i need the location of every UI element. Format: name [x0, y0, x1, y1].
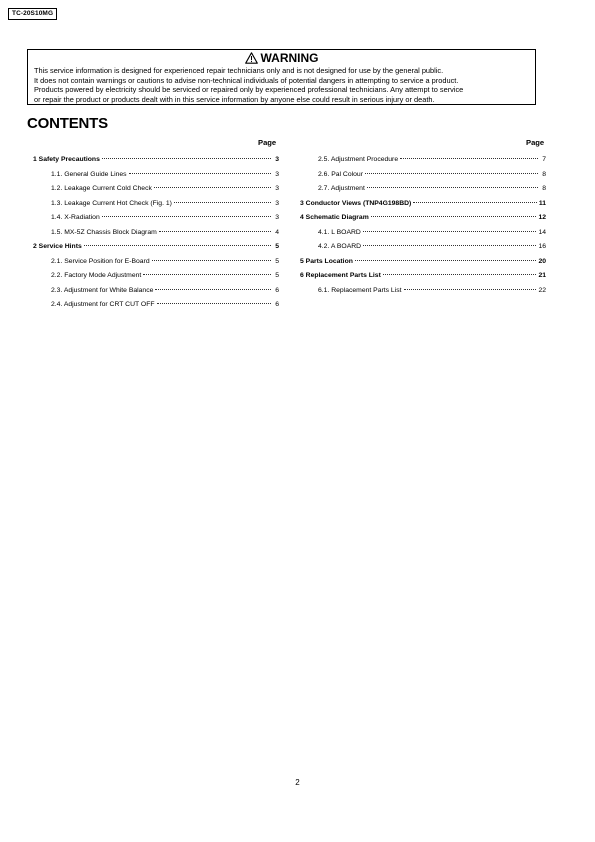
page-number: 2	[295, 778, 300, 787]
toc-entry-label: 1.3. Leakage Current Hot Check (Fig. 1)	[51, 199, 172, 207]
toc-entry[interactable]	[33, 155, 279, 170]
page-column-heading-left: Page	[258, 138, 277, 147]
toc-dot-leader	[363, 231, 537, 232]
warning-line: This service information is designed for experienced repair technicians only and is not designed for use by the general public.	[34, 66, 444, 75]
toc-entry-label: 6.1. Replacement Parts List	[318, 286, 402, 294]
toc-entry-page: 14	[538, 228, 546, 236]
toc-entry-label: 2.1. Service Position for E-Board	[51, 257, 150, 265]
toc-dot-leader	[159, 231, 271, 232]
toc-entry[interactable]	[33, 170, 279, 185]
toc-entry[interactable]	[33, 184, 279, 199]
toc-entry-label: 2.3. Adjustment for White Balance	[51, 286, 154, 294]
toc-column-left	[33, 155, 279, 315]
toc-entry-label: 1 Safety Precautions	[33, 156, 100, 163]
toc-entry[interactable]	[300, 213, 546, 228]
toc-entry-label: 2.5. Adjustment Procedure	[318, 156, 399, 163]
toc-entry[interactable]	[33, 228, 279, 243]
toc-entry[interactable]	[33, 300, 279, 315]
toc-dot-leader	[365, 173, 538, 174]
toc-entry[interactable]	[300, 242, 546, 257]
toc-entry-page: 6	[275, 301, 279, 308]
warning-text	[34, 66, 531, 104]
toc-entry-label: 6 Replacement Parts List	[300, 272, 381, 279]
toc-dot-leader	[367, 187, 538, 188]
toc-entry[interactable]	[33, 286, 279, 301]
contents-heading: CONTENTS	[27, 115, 108, 132]
toc-entry[interactable]	[300, 271, 546, 286]
toc-dot-leader	[174, 202, 271, 203]
toc-dot-leader	[157, 303, 272, 304]
toc-dot-leader	[363, 245, 536, 246]
toc-dot-leader	[155, 289, 271, 290]
toc-entry-label: 2 Service Hints	[33, 243, 82, 250]
toc-entry[interactable]	[33, 199, 279, 214]
warning-line: It does not contain warnings or cautions to advise non-technical individuals of potential dangers in attempting to service a product.	[34, 75, 459, 85]
toc-entry[interactable]	[300, 155, 546, 170]
toc-dot-leader	[84, 245, 271, 246]
toc-entry-page: 20	[538, 257, 546, 265]
toc-entry-page: 21	[538, 272, 546, 279]
toc-entry-label: 4.1. L BOARD	[318, 228, 361, 236]
toc-entry-label: 2.7. Adjustment	[318, 185, 365, 192]
toc-dot-leader	[102, 216, 271, 217]
toc-entry-page: 8	[542, 170, 546, 178]
toc-entry-label: 5 Parts Location	[300, 257, 353, 265]
toc-entry-page: 3	[275, 170, 279, 178]
toc-entry[interactable]	[300, 170, 546, 185]
toc-dot-leader	[129, 173, 271, 174]
toc-entry-label: 4 Schematic Diagram	[300, 214, 369, 221]
toc-entry[interactable]	[33, 242, 279, 257]
toc-entry-page: 3	[275, 156, 279, 163]
warning-title-text: WARNING	[260, 51, 319, 65]
toc-entry-label: 2.4. Adjustment for CRT CUT OFF	[51, 301, 155, 308]
toc-entry-page: 3	[275, 214, 279, 221]
toc-dot-leader	[404, 289, 537, 290]
toc-dot-leader	[371, 216, 537, 217]
toc-entry-label: 4.2. A BOARD	[318, 243, 362, 250]
toc-entry-label: 2.6. Pal Colour	[318, 170, 363, 178]
toc-entry[interactable]	[33, 257, 279, 272]
toc-entry-page: 5	[275, 257, 279, 265]
toc-entry-page: 6	[275, 286, 279, 294]
toc-entry-label: 2.2. Factory Mode Adjustment	[51, 272, 142, 279]
toc-dot-leader	[383, 274, 537, 275]
toc-dot-leader	[413, 202, 537, 203]
toc-entry-label: 1.1. General Guide Lines	[51, 170, 127, 178]
toc-dot-leader	[152, 260, 271, 261]
toc-entry[interactable]	[300, 184, 546, 199]
toc-entry-label: 3 Conductor Views (TNP4G198BD)	[300, 199, 412, 207]
toc-dot-leader	[143, 274, 271, 275]
warning-title	[28, 51, 535, 67]
toc-entry-page: 4	[275, 228, 279, 236]
toc-entry-page: 7	[542, 156, 546, 163]
toc-entry-label: 1.2. Leakage Current Cold Check	[51, 185, 152, 192]
toc-entry-page: 8	[542, 185, 546, 192]
toc-entry-label: 1.4. X-Radiation	[51, 214, 100, 221]
model-number-tag: TC-20S10MG	[8, 8, 57, 20]
warning-line: Products powered by electricity should be serviced or repaired only by experienced professional technicians. Any attempt to service	[34, 85, 464, 95]
toc-dot-leader	[400, 158, 538, 159]
toc-entry-page: 16	[538, 243, 546, 250]
toc-entry[interactable]	[300, 228, 546, 243]
toc-entry-page: 22	[538, 286, 546, 294]
toc-entry[interactable]	[33, 271, 279, 286]
toc-entry[interactable]	[300, 199, 546, 214]
toc-dot-leader	[355, 260, 537, 261]
toc-entry-page: 12	[538, 214, 546, 221]
toc-entry[interactable]	[300, 286, 546, 301]
toc-entry-page: 3	[275, 185, 279, 192]
toc-entry-page: 5	[275, 243, 279, 250]
toc-entry-page: 11	[538, 199, 546, 207]
warning-triangle-icon	[245, 52, 258, 67]
toc-entry[interactable]	[33, 213, 279, 228]
toc-entry-page: 5	[275, 272, 279, 279]
warning-box	[27, 49, 536, 105]
toc-dot-leader	[102, 158, 271, 159]
toc-dot-leader	[154, 187, 271, 188]
toc-entry-page: 3	[275, 199, 279, 207]
warning-line: or repair the product or products dealt with in this service information by anyone else could result in serious injury or death.	[34, 94, 435, 104]
toc-entry-label: 1.5. MX-5Z Chassis Block Diagram	[51, 228, 157, 236]
page-column-heading-right: Page	[526, 138, 545, 147]
toc-entry[interactable]	[300, 257, 546, 272]
toc-column-right	[300, 155, 546, 300]
